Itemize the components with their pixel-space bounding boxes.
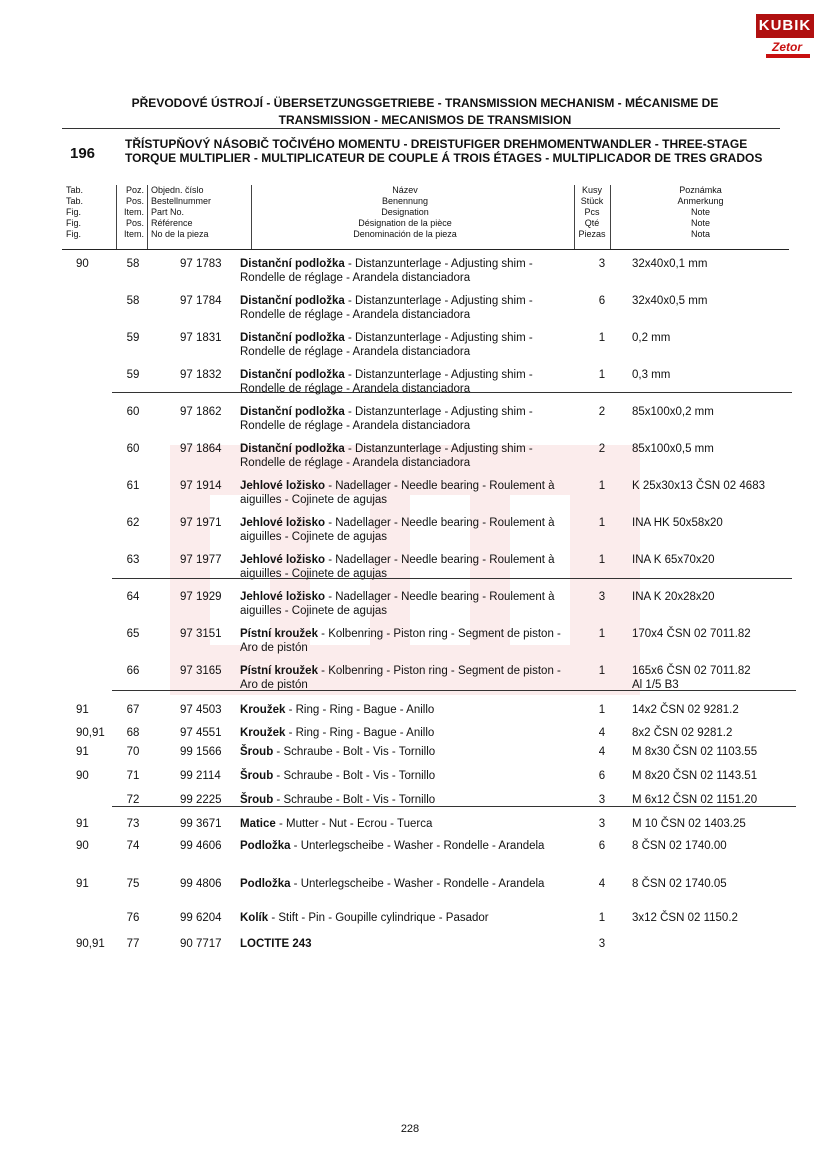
row-quantity: 1	[598, 912, 606, 924]
row-quantity: 4	[598, 746, 606, 758]
row-quantity: 1	[598, 332, 606, 344]
row-position: 62	[126, 517, 140, 529]
row-designation-czech: Kroužek	[240, 727, 286, 739]
row-note-line: 32x40x0,5 mm	[632, 295, 708, 307]
row-tab: 91	[76, 746, 89, 758]
row-part-number: 97 1784	[180, 295, 222, 307]
column-header-position: Poz. Pos. Item. Pos. Item.	[112, 185, 148, 249]
row-quantity: 3	[598, 591, 606, 603]
row-designation-czech: Podložka	[240, 840, 291, 852]
row-designation-translations: - Ring - Ring - Bague - Anillo	[285, 727, 435, 739]
row-position: 58	[126, 295, 140, 307]
column-header-part-number: Objedn. číslo Bestellnummer Part No. Référence No de la pieza	[149, 185, 252, 249]
row-note	[632, 442, 792, 456]
row-part-number: 97 1929	[180, 591, 222, 603]
row-position: 76	[126, 912, 140, 924]
row-designation-czech: Distanční podložka	[240, 406, 345, 418]
row-designation-czech: Šroub	[240, 746, 274, 758]
row-part-number: 99 4606	[180, 840, 222, 852]
row-position: 58	[126, 258, 140, 270]
row-note-line: 8 ČSN 02 1740.05	[632, 878, 727, 890]
row-note	[632, 627, 792, 641]
row-note	[632, 769, 792, 783]
row-designation-translations: - Unterlegscheibe - Washer - Rondelle - Arandela	[290, 840, 545, 852]
row-note-line: M 10 ČSN 02 1403.25	[632, 818, 746, 830]
row-designation-czech: Jehlové ložisko	[240, 591, 326, 603]
table-header	[62, 185, 789, 250]
column-header-note: Poznámka Anmerkung Note Note Nota	[677, 185, 724, 239]
row-position: 66	[126, 665, 140, 677]
row-quantity: 1	[598, 554, 606, 566]
row-note-line: 170x4 ČSN 02 7011.82	[632, 628, 751, 640]
row-tab: 90	[76, 258, 89, 270]
section-title: PŘEVODOVÉ ÚSTROJÍ - ÜBERSETZUNGSGETRIEBE - TRANSMISSION MECHANISM - MÉCANISME DE	[131, 96, 719, 110]
row-note	[632, 817, 792, 831]
row-quantity: 2	[598, 406, 606, 418]
row-note	[632, 703, 792, 717]
row-designation	[240, 817, 575, 831]
row-group-divider	[112, 806, 796, 807]
row-designation-czech: Podložka	[240, 878, 291, 890]
row-designation-translations: - Unterlegscheibe - Washer - Rondelle - Arandela	[290, 878, 545, 890]
row-note	[632, 257, 792, 271]
row-position: 65	[126, 628, 140, 640]
row-designation	[240, 911, 575, 925]
row-note	[632, 553, 792, 567]
row-note-line-2: Al 1/5 B3	[632, 679, 679, 691]
row-note	[632, 331, 792, 345]
row-part-number: 99 6204	[180, 912, 222, 924]
row-position: 72	[126, 794, 140, 806]
row-part-number: 97 1862	[180, 406, 222, 418]
row-quantity: 1	[598, 517, 606, 529]
row-designation-translations: - Ring - Ring - Bague - Anillo	[285, 704, 435, 716]
row-position: 59	[126, 369, 140, 381]
row-note-line: 85x100x0,2 mm	[632, 406, 714, 418]
row-note-line: M 8x20 ČSN 02 1143.51	[632, 770, 758, 782]
row-note-line: M 6x12 ČSN 02 1151.20	[632, 794, 758, 806]
row-position: 67	[126, 704, 140, 716]
row-note-line: 0,3 mm	[632, 369, 671, 381]
row-note	[632, 726, 792, 740]
row-designation-translations: - Nadellager - Needle bearing - Roulement à aiguilles - Cojinete de agujas	[240, 517, 555, 543]
row-position: 63	[126, 554, 140, 566]
row-quantity: 1	[598, 665, 606, 677]
row-designation	[240, 516, 575, 544]
row-group-divider	[112, 392, 792, 393]
column-header-quantity: Kusy Stück Pcs Qté Piezas	[574, 185, 611, 249]
row-designation-translations: - Distanzunterlage - Adjusting shim - Rondelle de réglage - Arandela distanciadora	[240, 369, 533, 395]
row-part-number: 99 1566	[180, 746, 222, 758]
row-designation	[240, 703, 575, 717]
row-position: 73	[126, 818, 140, 830]
row-designation	[240, 405, 575, 433]
row-part-number: 97 1783	[180, 258, 222, 270]
row-designation-translations: - Distanzunterlage - Adjusting shim - Rondelle de réglage - Arandela distanciadora	[240, 295, 533, 321]
row-designation	[240, 331, 575, 359]
row-note	[632, 516, 792, 530]
row-note-line: 32x40x0,1 mm	[632, 258, 708, 270]
row-part-number: 97 1864	[180, 443, 222, 455]
row-note	[632, 911, 792, 925]
row-designation-czech: Pístní kroužek	[240, 628, 318, 640]
row-note	[632, 745, 792, 759]
header-divider	[62, 128, 780, 129]
row-position: 74	[126, 840, 140, 852]
row-part-number: 99 2225	[180, 794, 222, 806]
row-position: 64	[126, 591, 140, 603]
row-designation-translations: - Schraube - Bolt - Vis - Tornillo	[273, 746, 436, 758]
row-designation-czech: Jehlové ložisko	[240, 480, 326, 492]
row-quantity: 1	[598, 480, 606, 492]
row-note	[632, 479, 792, 493]
row-note-line: 85x100x0,5 mm	[632, 443, 714, 455]
row-designation-czech: Distanční podložka	[240, 443, 345, 455]
row-part-number: 97 1832	[180, 369, 222, 381]
row-tab: 90,91	[76, 938, 105, 950]
group-number: 196	[70, 145, 96, 162]
row-designation	[240, 590, 575, 618]
row-designation-translations: - Stift - Pin - Goupille cylindrique - Pasador	[268, 912, 489, 924]
row-note-line: 8 ČSN 02 1740.00	[632, 840, 727, 852]
row-designation-czech: Kroužek	[240, 704, 286, 716]
row-tab: 91	[76, 878, 89, 890]
row-designation	[240, 294, 575, 322]
row-position: 60	[126, 406, 140, 418]
row-note-line: 8x2 ČSN 02 9281.2	[632, 727, 733, 739]
row-position: 75	[126, 878, 140, 890]
row-designation	[240, 442, 575, 470]
row-designation-czech: Distanční podložka	[240, 369, 345, 381]
row-designation-translations: - Nadellager - Needle bearing - Roulement à aiguilles - Cojinete de agujas	[240, 554, 555, 580]
row-quantity: 3	[598, 818, 606, 830]
row-note	[632, 368, 792, 382]
row-position: 70	[126, 746, 140, 758]
row-designation	[240, 793, 575, 807]
row-part-number: 97 4551	[180, 727, 222, 739]
row-designation	[240, 937, 575, 951]
row-position: 77	[126, 938, 140, 950]
kubik-zetor-logo	[756, 14, 814, 58]
row-quantity: 1	[598, 704, 606, 716]
row-designation-czech: Pístní kroužek	[240, 665, 318, 677]
section-title-continued: TRANSMISSION - MECANISMOS DE TRANSMISION	[278, 113, 572, 127]
row-note-line: 165x6 ČSN 02 7011.82	[632, 665, 751, 677]
row-part-number: 97 3151	[180, 628, 222, 640]
row-designation-czech: Jehlové ložisko	[240, 517, 326, 529]
row-designation	[240, 627, 575, 655]
row-designation-translations: - Schraube - Bolt - Vis - Tornillo	[273, 770, 436, 782]
logo-underline	[766, 54, 810, 58]
row-designation	[240, 479, 575, 507]
row-designation	[240, 745, 575, 759]
row-part-number: 90 7717	[180, 938, 222, 950]
row-quantity: 4	[598, 727, 606, 739]
group-title: TŘÍSTUPŇOVÝ NÁSOBIČ TOČIVÉHO MOMENTU - DREISTUFIGER DREHMOMENTWANDLER - THREE-STAGE TORQUE MULTIPLIER - MULTIPLICATEUR DE COUPLE Á TROIS ÉTAGES - MULTIPLICADOR DE TRES GRADOS	[125, 137, 763, 165]
row-position: 61	[126, 480, 140, 492]
row-quantity: 6	[598, 840, 606, 852]
row-designation-czech: Kolík	[240, 912, 269, 924]
row-part-number: 97 1971	[180, 517, 222, 529]
row-quantity: 2	[598, 443, 606, 455]
row-tab: 91	[76, 704, 89, 716]
row-note	[632, 294, 792, 308]
row-part-number: 99 2114	[180, 770, 221, 782]
row-designation	[240, 839, 575, 853]
row-designation-czech: Šroub	[240, 770, 274, 782]
row-part-number: 97 3165	[180, 665, 222, 677]
row-group-divider	[112, 690, 796, 691]
row-designation	[240, 664, 575, 692]
row-designation-translations: - Distanzunterlage - Adjusting shim - Rondelle de réglage - Arandela distanciadora	[240, 332, 533, 358]
row-note-line: INA K 20x28x20	[632, 591, 715, 603]
row-position: 59	[126, 332, 140, 344]
row-designation-czech: Šroub	[240, 794, 274, 806]
row-designation-czech: LOCTITE 243	[240, 938, 312, 950]
row-designation-translations: - Kolbenring - Piston ring - Segment de piston - Aro de pistón	[240, 628, 561, 654]
row-designation-translations: - Distanzunterlage - Adjusting shim - Rondelle de réglage - Arandela distanciadora	[240, 406, 533, 432]
row-designation	[240, 877, 575, 891]
logo-brand: KUBIK	[756, 14, 814, 38]
row-note	[632, 405, 792, 419]
row-note	[632, 590, 792, 604]
row-note-line: 14x2 ČSN 02 9281.2	[632, 704, 739, 716]
row-note	[632, 793, 792, 807]
column-header-tab: Tab. Tab. Fig. Fig. Fig.	[62, 185, 117, 249]
row-designation	[240, 553, 575, 581]
row-position: 71	[126, 770, 140, 782]
row-designation	[240, 769, 575, 783]
row-quantity: 3	[598, 258, 606, 270]
row-part-number: 97 1831	[180, 332, 222, 344]
row-designation-czech: Matice	[240, 818, 276, 830]
row-designation-translations: - Schraube - Bolt - Vis - Tornillo	[273, 794, 436, 806]
logo-sub-brand: Zetor	[772, 40, 802, 54]
row-designation-czech: Distanční podložka	[240, 332, 345, 344]
row-note-line: 3x12 ČSN 02 1150.2	[632, 912, 738, 924]
row-designation	[240, 726, 575, 740]
row-quantity: 3	[598, 938, 606, 950]
row-group-divider	[112, 578, 792, 579]
row-quantity: 6	[598, 770, 606, 782]
row-tab: 91	[76, 818, 89, 830]
row-note	[632, 839, 792, 853]
row-quantity: 4	[598, 878, 606, 890]
row-designation-translations: - Mutter - Nut - Ecrou - Tuerca	[275, 818, 433, 830]
row-note-line: 0,2 mm	[632, 332, 671, 344]
row-tab: 90,91	[76, 727, 105, 739]
row-quantity: 3	[598, 794, 606, 806]
row-note-line: INA HK 50x58x20	[632, 517, 723, 529]
row-note	[632, 877, 792, 891]
row-tab: 90	[76, 770, 89, 782]
row-note-line: K 25x30x13 ČSN 02 4683	[632, 480, 765, 492]
row-designation-translations: - Distanzunterlage - Adjusting shim - Rondelle de réglage - Arandela distanciadora	[240, 443, 533, 469]
row-designation-translations: - Distanzunterlage - Adjusting shim - Rondelle de réglage - Arandela distanciadora	[240, 258, 533, 284]
row-note-line: M 8x30 ČSN 02 1103.55	[632, 746, 758, 758]
row-note-line: INA K 65x70x20	[632, 554, 715, 566]
row-designation-czech: Distanční podložka	[240, 295, 345, 307]
page-number: 228	[400, 1123, 420, 1135]
row-quantity: 6	[598, 295, 606, 307]
row-note	[632, 664, 792, 692]
row-position: 68	[126, 727, 140, 739]
row-designation-translations: - Nadellager - Needle bearing - Roulement à aiguilles - Cojinete de agujas	[240, 480, 555, 506]
row-part-number: 97 1977	[180, 554, 222, 566]
row-designation-translations: - Nadellager - Needle bearing - Roulement à aiguilles - Cojinete de agujas	[240, 591, 555, 617]
row-part-number: 97 1914	[180, 480, 222, 492]
row-part-number: 99 4806	[180, 878, 222, 890]
row-designation-czech: Distanční podložka	[240, 258, 345, 270]
column-header-designation: Název Benennung Designation Désignation de la pièce Denominación de la pieza	[236, 185, 575, 249]
row-quantity: 1	[598, 628, 606, 640]
row-designation-translations: - Kolbenring - Piston ring - Segment de piston - Aro de pistón	[240, 665, 561, 691]
row-position: 60	[126, 443, 140, 455]
row-part-number: 97 4503	[180, 704, 222, 716]
row-part-number: 99 3671	[180, 818, 222, 830]
row-designation	[240, 257, 575, 285]
row-designation-czech: Jehlové ložisko	[240, 554, 326, 566]
row-quantity: 1	[598, 369, 606, 381]
row-tab: 90	[76, 840, 89, 852]
